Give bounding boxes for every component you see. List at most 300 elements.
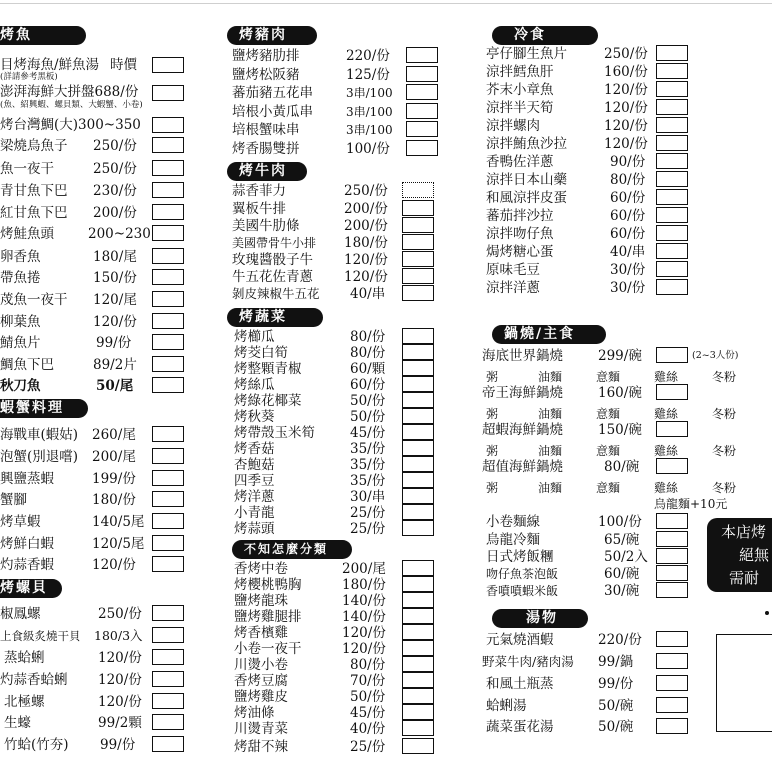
section-header-soup: 湯物 [492, 609, 588, 628]
item-price: 80/份 [350, 345, 386, 361]
order-box[interactable] [656, 458, 688, 474]
order-box[interactable] [152, 269, 184, 285]
item-name: 原味毛豆 [486, 262, 540, 278]
item-price: 120/份 [604, 118, 648, 134]
item-name: 美國牛肋條 [232, 218, 300, 234]
order-box[interactable] [402, 200, 434, 216]
item-price: 25/份 [350, 739, 386, 755]
order-box[interactable] [402, 672, 434, 688]
item-price: 50/份 [350, 393, 386, 409]
item-price: 250/份 [344, 183, 388, 199]
item-price: 99/份 [598, 676, 634, 692]
item-price: 60/份 [610, 226, 646, 242]
item-name: 涼拌日本山藥 [486, 172, 567, 188]
item-price: 199/份 [92, 471, 136, 487]
order-box[interactable] [152, 313, 184, 329]
noodle-options [480, 368, 760, 384]
order-box[interactable] [402, 640, 434, 656]
item-name: 魚一夜干 [0, 161, 54, 177]
order-box[interactable] [656, 347, 688, 363]
item-name: 烤茭白筍 [234, 345, 288, 361]
item-price: 100/份 [346, 141, 390, 157]
section-header-cold: 冷食 [492, 26, 598, 45]
item-name: 鯛魚下巴 [0, 357, 54, 373]
option: 粥 [486, 407, 499, 421]
order-box[interactable] [402, 344, 434, 360]
item-name: 亭仔腳生魚片 [486, 46, 567, 62]
item-price: 60/份 [610, 190, 646, 206]
item-name: 香噴噴蝦米飯 [486, 584, 559, 598]
item-name: 蕃茄豬五花串 [232, 85, 313, 101]
item-price: 200/份 [344, 218, 388, 234]
order-box[interactable] [152, 649, 184, 665]
item-price: 50/碗 [598, 698, 634, 714]
item-price: 180/3入 [94, 628, 143, 643]
option: 粥 [486, 370, 499, 384]
item-price: 45/份 [350, 705, 386, 721]
item-name: 烤鮭魚頭 [0, 226, 54, 242]
item-price: 35/份 [350, 441, 386, 457]
item-name: 超蝦海鮮鍋燒 [482, 422, 563, 438]
order-box[interactable] [656, 99, 688, 115]
order-box[interactable] [402, 182, 434, 198]
section-header-pork: 烤豬肉 [227, 26, 317, 45]
item-name: 烤秋葵 [234, 409, 275, 425]
item-name: 烤草蝦 [0, 514, 41, 530]
item-price: 200/尾 [92, 449, 136, 465]
order-box[interactable] [656, 631, 688, 647]
item-name: 梁燒烏魚子 [0, 138, 68, 154]
item-name: 涼拌洋蔥 [486, 280, 540, 296]
item-name: 翼板牛排 [232, 201, 286, 217]
item-price: 120/份 [604, 136, 648, 152]
notes-box[interactable] [716, 634, 772, 732]
item-price: 25/份 [350, 505, 386, 521]
item-price: 160/份 [604, 64, 648, 80]
item-name: 玫瑰醬骰子牛 [232, 252, 313, 268]
order-box[interactable] [656, 279, 688, 295]
item-price: 35/份 [350, 457, 386, 473]
option: 意麵 [596, 407, 621, 421]
item-price: 50/份 [350, 689, 386, 705]
order-box[interactable] [656, 421, 688, 437]
item-price: 200/份 [93, 205, 137, 221]
order-box[interactable] [152, 605, 184, 621]
item-price: 80/份 [350, 329, 386, 345]
item-name: 超值海鮮鍋燒 [482, 459, 563, 475]
item-price: 120/份 [93, 314, 137, 330]
item-price: 80/份 [610, 172, 646, 188]
item-name: 川燙青菜 [234, 721, 288, 737]
item-name: 生蠔 [4, 715, 31, 731]
item-name: 烏龍冷麵 [486, 532, 540, 548]
order-box[interactable] [402, 704, 434, 720]
section-header-beef: 烤牛肉 [227, 162, 307, 181]
item-name: 澎湃海鮮大拼盤688/份 [0, 84, 139, 100]
notice-line: 絕無 [739, 546, 770, 564]
item-name: 烤帶殼玉米筍 [234, 425, 315, 441]
item-price: 99/2顆 [98, 715, 142, 731]
item-name: 香烤豆腐 [234, 673, 288, 689]
item-name: 烤香檳雞 [234, 625, 288, 641]
order-box[interactable] [402, 408, 434, 424]
section-header-shrimp-crab: 蝦蟹料理 [0, 399, 88, 418]
item-name: 帶魚捲 [0, 270, 41, 286]
order-box[interactable] [656, 513, 688, 529]
order-box[interactable] [406, 47, 438, 63]
option: 意麵 [596, 444, 621, 458]
item-price: 99/份 [100, 737, 136, 753]
item-price: 250/份 [93, 138, 137, 154]
item-price: 60/份 [350, 377, 386, 393]
order-box[interactable] [656, 135, 688, 151]
item-name: 涼拌鱈魚肝 [486, 64, 554, 80]
option: 雞絲 [654, 407, 679, 421]
item-name: 小青龍 [234, 505, 275, 521]
order-box[interactable] [402, 360, 434, 376]
item-price: 180/份 [342, 577, 386, 593]
item-name: 涼拌半天筍 [486, 100, 554, 116]
order-box[interactable] [656, 153, 688, 169]
order-box[interactable] [152, 491, 184, 507]
order-box[interactable] [402, 738, 434, 754]
order-box[interactable] [656, 548, 688, 564]
order-box[interactable] [402, 472, 434, 488]
order-box[interactable] [402, 268, 434, 284]
item-price: 220/份 [346, 48, 390, 64]
item-name: 烤櫻桃鴨胸 [234, 577, 302, 593]
item-price: 50/碗 [598, 719, 634, 735]
order-box[interactable] [406, 66, 438, 82]
item-name: 柳葉魚 [0, 314, 41, 330]
order-box[interactable] [402, 456, 434, 472]
item-name: 鹽烤豬肋排 [232, 48, 300, 64]
order-box[interactable] [152, 57, 184, 73]
order-box[interactable] [152, 535, 184, 551]
item-price: 260/尾 [92, 427, 136, 443]
item-price: 60/碗 [604, 566, 640, 582]
item-name: 帝王海鮮鍋燒 [482, 385, 563, 401]
order-box[interactable] [152, 85, 184, 101]
item-price: 40/串 [350, 286, 386, 302]
order-box[interactable] [152, 714, 184, 730]
order-box[interactable] [152, 627, 184, 643]
order-box[interactable] [656, 81, 688, 97]
item-name: 目烤海魚/鮮魚湯 [0, 57, 100, 73]
order-box[interactable] [656, 171, 688, 187]
item-price: 50/份 [350, 409, 386, 425]
item-name: 培根小黃瓜串 [232, 104, 313, 120]
item-price: 30/份 [610, 280, 646, 296]
item-name: 灼蒜香蝦 [0, 557, 54, 573]
order-box[interactable] [656, 207, 688, 223]
item-price: 80/碗 [604, 459, 640, 475]
order-box[interactable] [406, 121, 438, 137]
item-name: 元氣燒酒蝦 [486, 632, 554, 648]
item-name: 蛤蜊湯 [486, 698, 527, 714]
item-name: 秋刀魚 [0, 378, 41, 394]
item-price: 100/份 [598, 514, 642, 530]
item-name: 杏鮑菇 [234, 457, 275, 473]
item-price: 3串/100 [346, 105, 393, 119]
item-price: 180/尾 [93, 249, 137, 265]
item-price: 50/尾 [96, 378, 134, 394]
order-box[interactable] [402, 285, 434, 301]
order-box[interactable] [402, 608, 434, 624]
order-box[interactable] [402, 504, 434, 520]
item-name: 竹蛤(竹夯) [4, 737, 69, 753]
item-price: 65/碗 [604, 532, 640, 548]
item-name: 芥末小章魚 [486, 82, 554, 98]
item-price: 3串/100 [346, 86, 393, 100]
item-name: 香鴨佐洋蔥 [486, 154, 554, 170]
item-name: 烤香腸雙拼 [232, 141, 300, 157]
item-price: 30/份 [610, 262, 646, 278]
item-price: 220/份 [598, 632, 642, 648]
order-box[interactable] [152, 693, 184, 709]
item-name: 涼拌鮪魚沙拉 [486, 136, 567, 152]
order-box[interactable] [152, 182, 184, 198]
order-box[interactable] [406, 103, 438, 119]
order-box[interactable] [402, 520, 434, 536]
item-price: 90/份 [610, 154, 646, 170]
order-box[interactable] [152, 248, 184, 264]
order-box[interactable] [402, 392, 434, 408]
order-box[interactable] [152, 334, 184, 350]
order-box[interactable] [152, 470, 184, 486]
item-price: 160/碗 [598, 385, 642, 401]
order-box[interactable] [402, 376, 434, 392]
item-name: 四季豆 [234, 473, 275, 489]
serving-note: (2~3人份) [692, 350, 739, 361]
order-box[interactable] [656, 653, 688, 669]
order-box[interactable] [656, 697, 688, 713]
order-box[interactable] [406, 140, 438, 156]
item-name: 荗魚一夜干 [0, 292, 68, 308]
item-name: 野菜牛肉/豬肉湯 [482, 654, 574, 669]
item-price: 80/份 [350, 657, 386, 673]
order-box[interactable] [152, 377, 184, 393]
item-name: 烤櫛瓜 [234, 329, 275, 345]
item-price: 89/2片 [93, 357, 137, 373]
option: 油麵 [538, 444, 563, 458]
item-name: 蒸蛤蜊 [4, 650, 45, 666]
item-price: 60/顆 [350, 361, 386, 377]
order-box[interactable] [402, 656, 434, 672]
order-box[interactable] [402, 688, 434, 704]
item-price: 140/份 [342, 593, 386, 609]
item-price: 120/尾 [93, 292, 137, 308]
order-box[interactable] [402, 488, 434, 504]
item-name: 鹽烤雞腿排 [234, 609, 302, 625]
item-price: 40/串 [610, 244, 646, 260]
order-box[interactable] [656, 531, 688, 547]
item-name: 美國帶骨牛小排 [232, 236, 317, 250]
order-box[interactable] [152, 291, 184, 307]
item-name: 烤蒜頭 [234, 521, 275, 537]
item-name: 海底世界鍋燒 [482, 348, 563, 364]
item-price: 60/份 [610, 208, 646, 224]
item-name: 烤整顆青椒 [234, 361, 302, 377]
section-header-vegetables: 烤蔬菜 [227, 308, 323, 327]
order-box[interactable] [402, 234, 434, 250]
item-price: 120/份 [98, 694, 142, 710]
item-price: 25/份 [350, 521, 386, 537]
item-price: 120/份 [344, 269, 388, 285]
option: 冬粉 [712, 481, 737, 495]
udon-note: 烏龍麵+10元 [654, 497, 728, 511]
item-name: 小卷一夜干 [234, 641, 302, 657]
order-box[interactable] [152, 160, 184, 176]
top-border [0, 3, 772, 4]
item-name: 椒鳳螺 [0, 606, 41, 622]
item-name: 焗烤糖心蛋 [486, 244, 554, 260]
order-box[interactable] [656, 117, 688, 133]
item-name: 小卷麵線 [486, 514, 540, 530]
item-name: 烤鮮白蝦 [0, 536, 54, 552]
item-price: 250/份 [93, 161, 137, 177]
item-price: 140/5尾 [92, 514, 145, 530]
option: 冬粉 [712, 407, 737, 421]
order-box[interactable] [152, 426, 184, 442]
item-name: 上食級炙燒干貝 [0, 629, 81, 643]
order-box[interactable] [656, 582, 688, 598]
option: 雞絲 [654, 481, 679, 495]
order-box[interactable] [656, 261, 688, 277]
item-price: 250/份 [98, 606, 142, 622]
order-box[interactable] [152, 117, 184, 133]
order-box[interactable] [656, 675, 688, 691]
section-header-hotpot: 鍋燒/主食 [492, 325, 606, 344]
item-price: 200~230 [88, 226, 151, 242]
item-price: 150/碗 [598, 422, 642, 438]
order-box[interactable] [402, 251, 434, 267]
item-price: 3串/100 [346, 123, 393, 137]
order-box[interactable] [656, 189, 688, 205]
noodle-options [480, 479, 760, 495]
item-price: 180/份 [92, 492, 136, 508]
order-box[interactable] [402, 328, 434, 344]
order-box[interactable] [152, 448, 184, 464]
item-name: 鹽烤龍珠 [234, 593, 288, 609]
option: 冬粉 [712, 370, 737, 384]
bullet-dot [765, 611, 769, 615]
item-price: 45/份 [350, 425, 386, 441]
item-price: 120/份 [92, 557, 136, 573]
item-name: 鯖魚片 [0, 335, 41, 351]
order-box[interactable] [656, 63, 688, 79]
item-price: 35/份 [350, 473, 386, 489]
order-box[interactable] [152, 556, 184, 572]
order-box[interactable] [656, 384, 688, 400]
item-name: 蒜香菲力 [232, 183, 286, 199]
section-header-shellfish: 烤螺貝 [0, 579, 62, 598]
order-box[interactable] [152, 671, 184, 687]
item-price: 50/2入 [604, 549, 648, 565]
item-name: 鹽烤雞皮 [234, 689, 288, 705]
item-price: 40/份 [350, 721, 386, 737]
item-name: 香烤中卷 [234, 561, 288, 577]
noodle-options [480, 405, 760, 421]
item-price: 230/份 [93, 183, 137, 199]
item-name: 烤甜不辣 [234, 739, 288, 755]
item-price: 150/份 [93, 270, 137, 286]
item-price: 120/份 [344, 252, 388, 268]
item-price: 120/份 [342, 641, 386, 657]
note: (魚、紹興蝦、螺貝類、大蝦蟹、小卷) [0, 100, 143, 110]
order-box[interactable] [152, 736, 184, 752]
order-box[interactable] [406, 84, 438, 100]
item-name: 青甘魚下巴 [0, 183, 68, 199]
order-box[interactable] [656, 45, 688, 61]
item-name: 烤油條 [234, 705, 275, 721]
noodle-options [480, 442, 760, 458]
notice-line: 本店烤 [721, 523, 767, 541]
item-name: 紅甘魚下巴 [0, 205, 68, 221]
item-price: 99/鍋 [598, 654, 634, 670]
item-price: 30/碗 [604, 583, 640, 599]
order-box[interactable] [402, 624, 434, 640]
order-box[interactable] [152, 513, 184, 529]
item-name: 牛五花佐青蔥 [232, 269, 313, 285]
order-box[interactable] [402, 576, 434, 592]
order-box[interactable] [152, 137, 184, 153]
item-name: 川燙小卷 [234, 657, 288, 673]
order-box[interactable] [152, 204, 184, 220]
item-name: 和風土瓶蒸 [486, 676, 554, 692]
order-box[interactable] [656, 565, 688, 581]
item-name: 烤香菇 [234, 441, 275, 457]
item-price: 120/份 [342, 625, 386, 641]
order-box[interactable] [656, 718, 688, 734]
item-name: 涼拌螺肉 [486, 118, 540, 134]
item-name: 海戰車(蝦姑) [0, 427, 79, 443]
item-price: 30/串 [350, 489, 386, 505]
option: 油麵 [538, 407, 563, 421]
order-box[interactable] [402, 720, 434, 736]
item-name: 卵香魚 [0, 249, 41, 265]
item-price: 120/份 [98, 672, 142, 688]
order-box[interactable] [402, 424, 434, 440]
item-price: 299/碗 [598, 348, 642, 364]
order-box[interactable] [402, 592, 434, 608]
item-name: 北極螺 [4, 694, 45, 710]
order-box[interactable] [656, 243, 688, 259]
item-price: 120/份 [604, 100, 648, 116]
option: 油麵 [538, 370, 563, 384]
item-price: 250/份 [604, 46, 648, 62]
item-name: 蕃茄拌沙拉 [486, 208, 554, 224]
order-box[interactable] [656, 225, 688, 241]
order-box[interactable] [152, 356, 184, 372]
item-name: 涼拌吻仔魚 [486, 226, 554, 242]
item-name: 日式烤飯糰 [486, 549, 554, 565]
notice-line: 需耐 [729, 569, 760, 587]
item-name: 蔬菜蛋花湯 [486, 719, 554, 735]
item-price: 125/份 [346, 67, 390, 83]
option: 雞絲 [654, 370, 679, 384]
order-box[interactable] [402, 560, 434, 576]
item-name: 剝皮辣椒牛五花 [232, 286, 320, 301]
notice-box [707, 518, 772, 592]
order-box[interactable] [402, 440, 434, 456]
item-name: 培根蟹味串 [232, 122, 300, 138]
order-box[interactable] [402, 217, 434, 233]
item-price: 70/份 [350, 673, 386, 689]
order-box[interactable] [152, 225, 184, 241]
item-name: 和風涼拌皮蛋 [486, 190, 567, 206]
item-name: 烤洋蔥 [234, 489, 275, 505]
